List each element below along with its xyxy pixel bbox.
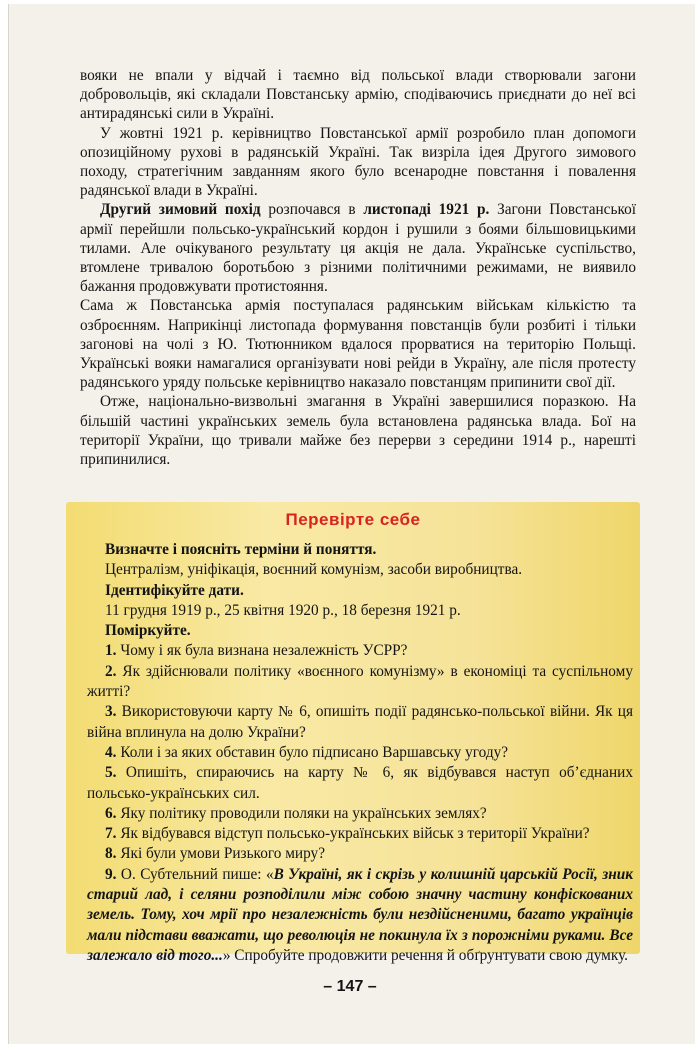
- review-box-title: Перевірте себе: [285, 510, 421, 529]
- question-item: [87, 844, 633, 864]
- question-text: Використовуючи карту № 6, опишіть події радянсько-польської війни. Як ця війна вплинула на долю України?: [87, 703, 634, 741]
- question-text: Які були умови Ризького миру?: [120, 845, 325, 863]
- question-text: Коли і за яких обставин було підписано Варшавську угоду?: [120, 743, 509, 761]
- questions-list: [87, 641, 633, 864]
- paragraph: вояки не впали у відчай і таємно від польської влади створювали загони добровольців, які складали Повстанську армію, сподіваючись приєднати до неї всі антирадянські сили в Україні.: [80, 67, 636, 123]
- question-item: [87, 804, 633, 824]
- question-lead: О. Субтельний пише: «: [120, 865, 274, 883]
- question-tail: » Спробуйте продовжити речення й обґрунтувати свою думку.: [222, 946, 629, 964]
- question-item: [87, 641, 633, 661]
- page-number: – 147 –: [323, 978, 377, 995]
- question-item: [87, 763, 633, 804]
- paragraph-second-winter-campaign: [80, 200, 636, 296]
- question-number: 6.: [105, 804, 117, 822]
- date-november-1921: листопаді 1921 р.: [363, 201, 490, 219]
- terms-list: Централізм, уніфікація, воєнний комунізм, засоби виробництва.: [105, 561, 523, 579]
- paragraph: У жовтні 1921 р. керівництво Повстанської армії розробило план допомоги опозиційному рухові в радянській Україні. Так визріла ідея Другого зимового походу, стратегічним завданням якого було всенародне повстання і повалення радянської влади в Україні.: [80, 124, 636, 200]
- question-text: Як відбувався відступ польсько-українських військ з території України?: [120, 825, 590, 843]
- question-text: Як здійснювали політику «воєнного комунізму» в економіці та суспільному житті?: [87, 662, 633, 701]
- paragraph-fragment: Загони Повстанської армії перейшли польсько-український кордон і рушили з боями більшовицькими тилами. Але очікуваного результату ця акція не дала. Українське суспільство, втомлене тривалою боротьбою з різними політичними режимами, не виявило бажання продовжувати протистояння.: [80, 201, 636, 296]
- paragraph-fragment: розпочався в: [260, 201, 364, 219]
- question-number: 7.: [105, 825, 117, 843]
- heading-dates: Ідентифікуйте дати.: [105, 581, 244, 599]
- question-text: Опишіть, спираючись на карту № 6, як відбувався наступ об’єднаних польсько-українських сил.: [87, 764, 633, 802]
- question-number: 4.: [105, 743, 117, 761]
- paragraph: Отже, національно-визвольні змагання в Україні завершилися поразкою. На більшій частині українських земель була встановлена радянська влада. Бої на території України, що тривали майже без перерви з середини 1914 р., нарешті припинилися.: [80, 393, 636, 469]
- paragraph: Сама ж Повстанська армія поступалася радянським військам кількістю та озброєнням. Наприкінці листопада формування повстанців були розбиті і тільки загонові на чолі з Ю. Тютюнником вдалося прорватися на територію Польщі. Українські вояки намагалися організувати нові рейди в Україну, але після протесту радянського уряду польське керівництво наказало повстанцям припинити свої дії.: [80, 297, 636, 392]
- question-text: Чому і як була визнана незалежність УСРР?: [120, 642, 408, 660]
- dates-list: 11 грудня 1919 р., 25 квітня 1920 р., 18 березня 1921 р.: [105, 601, 461, 619]
- review-box: [66, 502, 640, 964]
- question-item: [87, 702, 633, 743]
- heading-terms: Визначте і поясніть терміни й поняття.: [105, 541, 377, 558]
- question-9: [87, 865, 633, 966]
- question-item: [87, 743, 633, 763]
- review-box-body: [87, 540, 633, 966]
- question-number: 8.: [105, 845, 117, 863]
- question-number: 3.: [105, 703, 117, 721]
- quote-text: В Україні, як і скрізь у колишній царській Росії, зник старий лад, і селяни розподілили між собою значну частину конфіскованих земель. Тому, хоч мрії про незалежність були нездійсненими, багато українців мали підстави вважати, що революція не покинула їх з порожніми руками. Все залежало від того...: [87, 865, 633, 964]
- main-text: [80, 66, 636, 469]
- question-item: [87, 824, 633, 844]
- question-item: [87, 662, 633, 703]
- question-text: Яку політику проводили поляки на українських землях?: [120, 804, 487, 822]
- question-number: 5.: [105, 764, 117, 782]
- heading-think: Поміркуйте.: [105, 622, 191, 640]
- question-number: 1.: [105, 642, 117, 660]
- term-second-winter-campaign: Другий зимовий похід: [100, 201, 261, 219]
- question-number: 9.: [105, 865, 117, 883]
- question-number: 2.: [105, 662, 117, 680]
